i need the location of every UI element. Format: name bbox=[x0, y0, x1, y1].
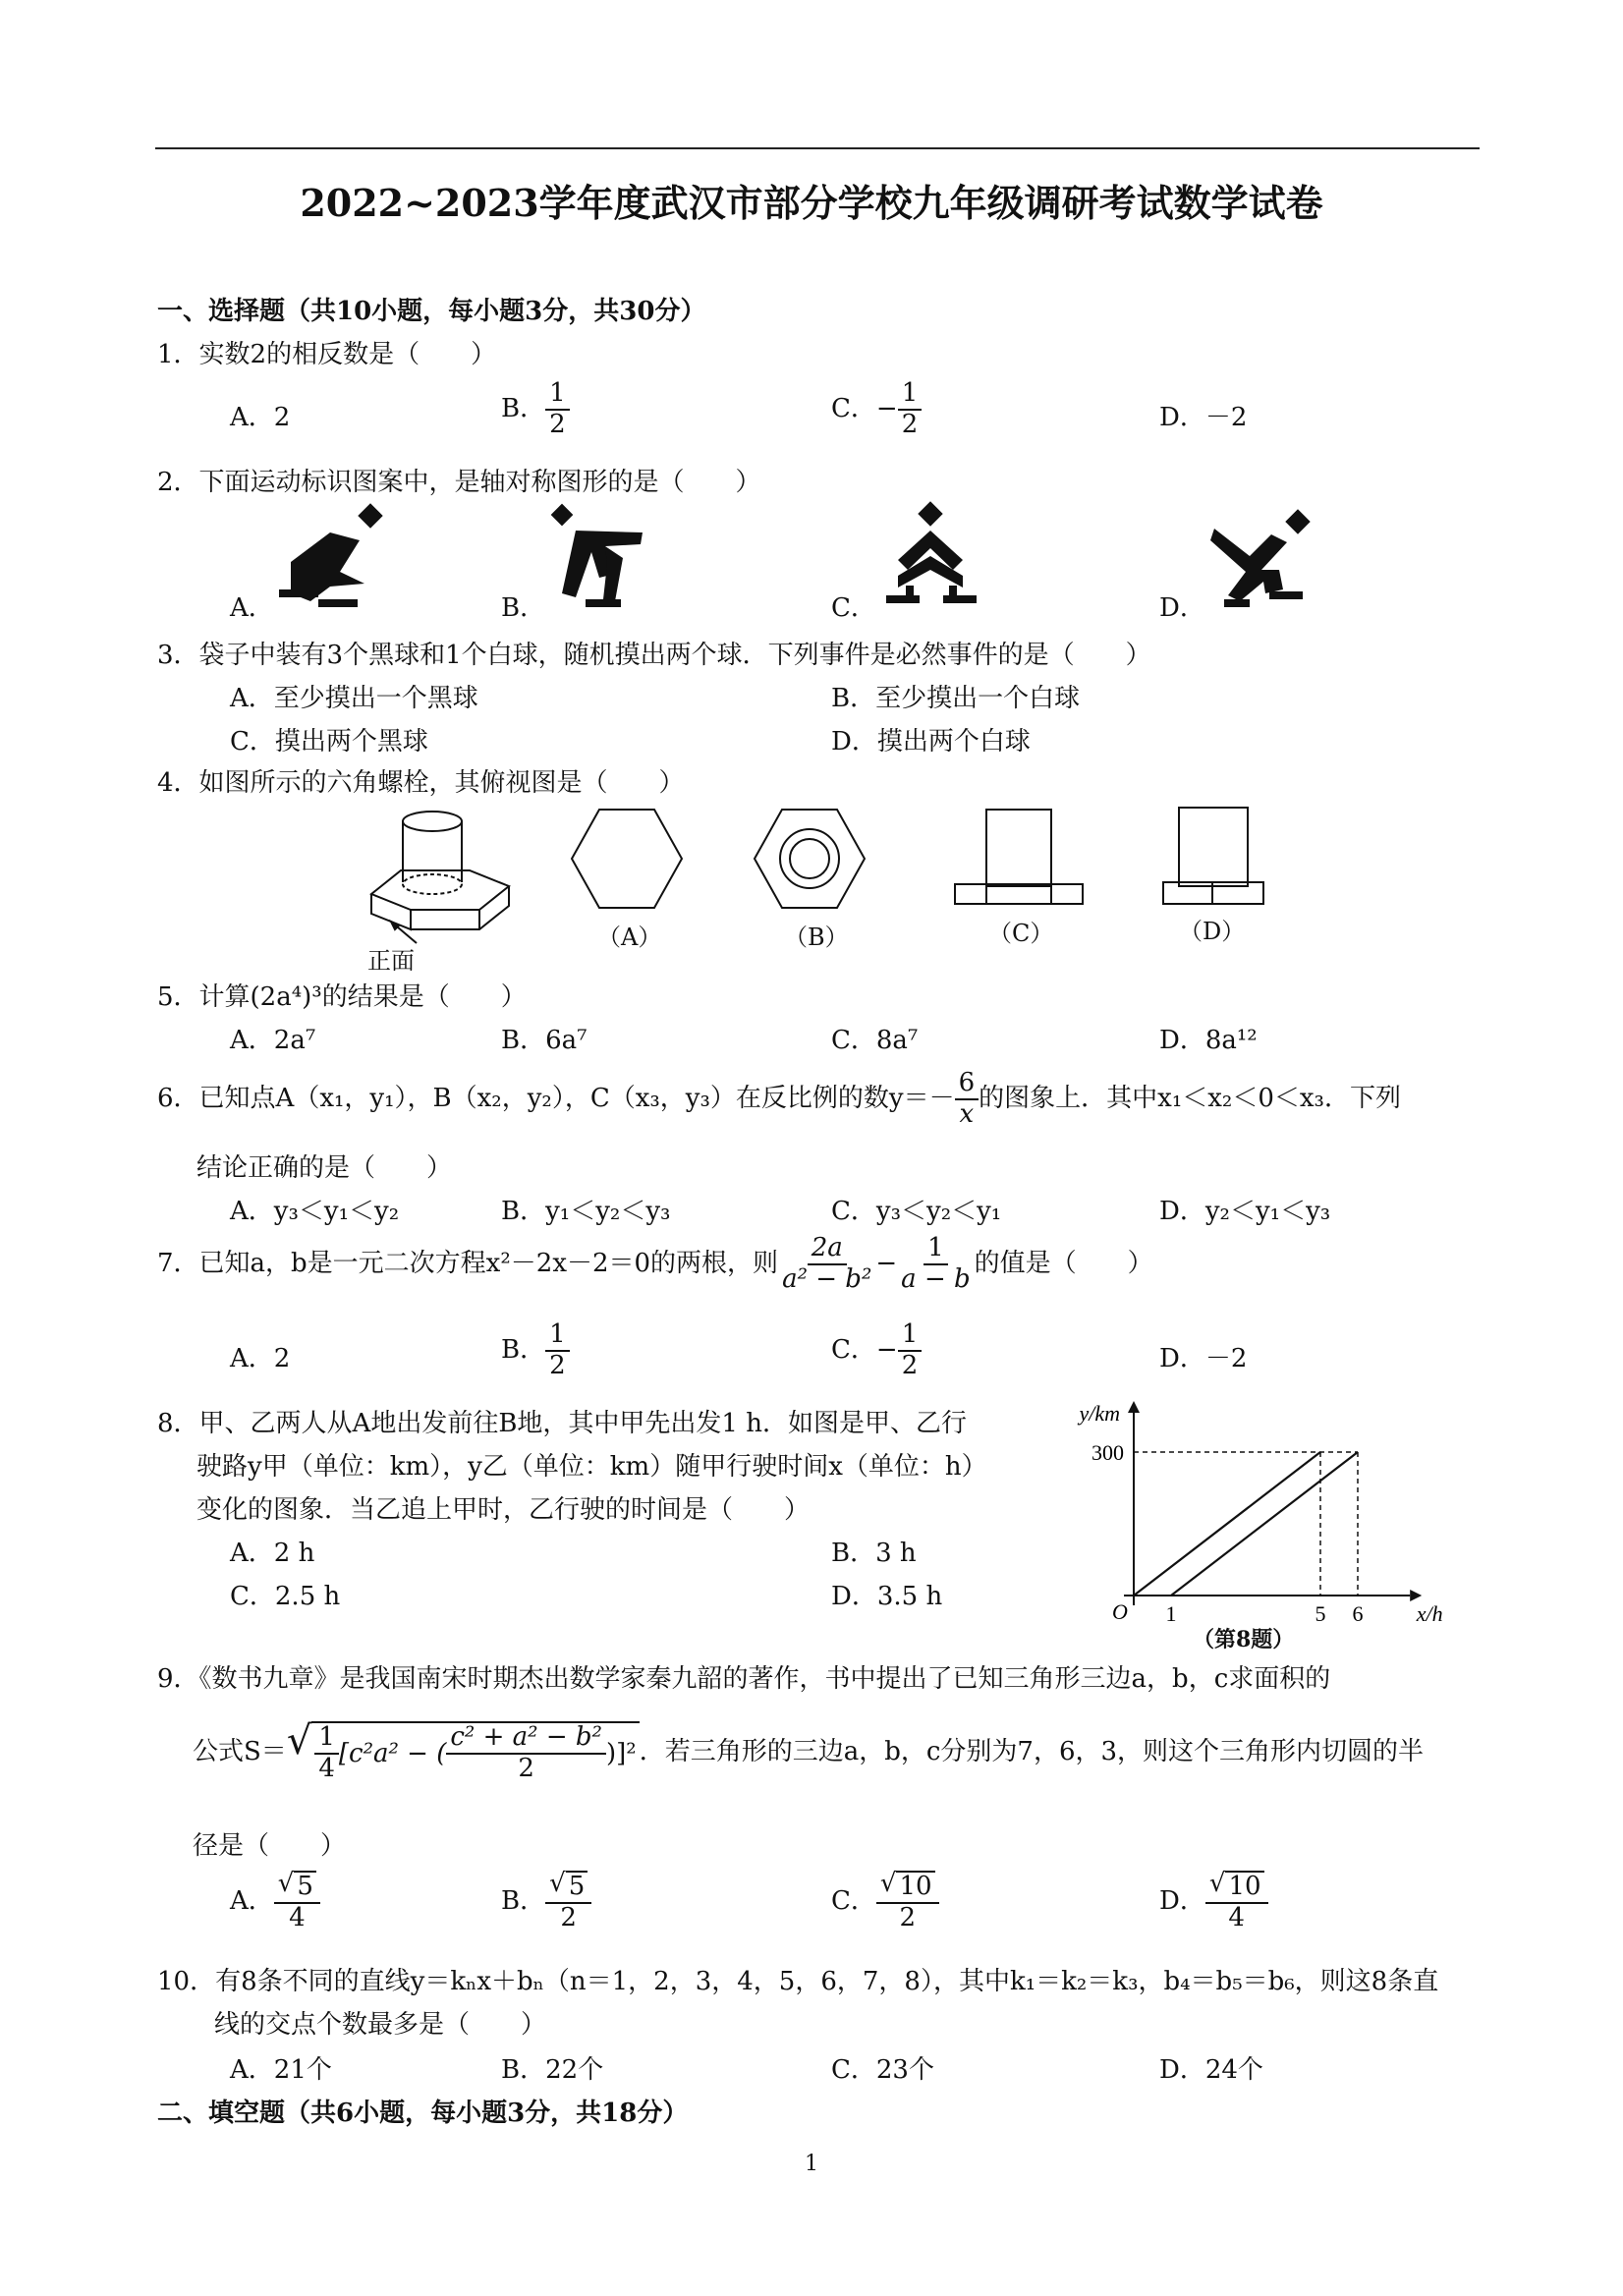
page-number: 1 bbox=[805, 2152, 818, 2176]
athlete-icon bbox=[1210, 507, 1318, 615]
section-heading-choice: 一、选择题（共10小题，每小题3分，共30分） bbox=[157, 297, 706, 326]
q6-option-a: A．y₃＜y₁＜y₂ bbox=[230, 1197, 400, 1226]
q3-option-d: D．摸出两个白球 bbox=[831, 727, 1031, 756]
q9-option-d: D． √ 10 4 bbox=[1159, 1871, 1268, 1933]
q4-stem: 4．如图所示的六角螺栓，其俯视图是（ ） bbox=[157, 768, 685, 798]
q2-option-b: B． bbox=[501, 593, 546, 623]
origin-label: O bbox=[1112, 1599, 1128, 1624]
y-axis-arrow bbox=[1128, 1401, 1140, 1413]
q4-label-d: （D） bbox=[1179, 918, 1246, 945]
q10-line2: 线的交点个数最多是（ ） bbox=[214, 2010, 547, 2040]
q7-option-d: D．－2 bbox=[1159, 1344, 1248, 1373]
q4-label-c: （C） bbox=[988, 920, 1054, 947]
q9-option-c: C． √ 10 2 bbox=[831, 1871, 939, 1933]
q4-figure-c bbox=[953, 806, 1085, 908]
q10-option-a: A．21个 bbox=[230, 2055, 332, 2085]
q1-stem: 1．实数2的相反数是（ ） bbox=[157, 340, 497, 369]
q7-option-b: B． $\frac{1}{2}$ bbox=[501, 1320, 570, 1381]
x-axis-arrow bbox=[1410, 1590, 1422, 1601]
q4-front-label: 正面 bbox=[367, 947, 415, 975]
q4-label-a: （A） bbox=[597, 924, 662, 951]
q3-stem: 3．袋子中装有3个黑球和1个白球，随机摸出两个球．下列事件是必然事件的是（ ） bbox=[157, 641, 1151, 670]
q9-option-a: A． √ 5 4 bbox=[230, 1871, 320, 1933]
q10-line1: 10．有8条不同的直线y＝kₙx＋bₙ（n＝1，2，3，4，5，6，7，8），其中k₁＝k₂＝k₃，b₄＝b₅＝b₆，则这8条直 bbox=[157, 1967, 1439, 1996]
q7-option-a: A．2 bbox=[230, 1344, 291, 1373]
q9-line1: 9．《数书九章》是我国南宋时期杰出数学家秦九韶的著作，书中提出了已知三角形三边a，b，c求面积的 bbox=[157, 1664, 1331, 1694]
q5-option-d: D．8a¹² bbox=[1159, 1026, 1258, 1055]
q2-stem: 2．下面运动标识图案中，是轴对称图形的是（ ） bbox=[157, 468, 761, 497]
section-heading-fill: 二、填空题（共6小题，每小题3分，共18分） bbox=[157, 2099, 689, 2128]
q8-line3: 变化的图象．当乙追上甲时，乙行驶的时间是（ ） bbox=[196, 1495, 811, 1525]
q1-option-c: C．− $\frac{1}{2}$ bbox=[831, 379, 922, 440]
q3-option-c: C．摸出两个黑球 bbox=[230, 727, 428, 756]
q6-stem-line2: 结论正确的是（ ） bbox=[196, 1153, 453, 1183]
q1-option-b: B． $\frac{1}{2}$ bbox=[501, 379, 570, 440]
q5-option-a: A．2a⁷ bbox=[230, 1026, 316, 1055]
series-line-1 bbox=[1134, 1452, 1320, 1596]
q6-stem-line1: 6．已知点A（x₁，y₁），B（x₂，y₂），C（x₃，y₃）在反比例的数y＝－ $\frac{6}{x}$ 的图象上．其中x₁＜x₂＜0＜x₃．下列 bbox=[157, 1068, 1401, 1129]
q1-option-a: A．2 bbox=[230, 403, 291, 432]
q6-option-c: C．y₃＜y₂＜y₁ bbox=[831, 1197, 1002, 1226]
q4-figure-d bbox=[1161, 806, 1265, 908]
q8-caption: （第8题） bbox=[1193, 1627, 1295, 1652]
q3-option-a: A．至少摸出一个黑球 bbox=[230, 684, 478, 713]
q8-option-d: D．3.5 h bbox=[831, 1582, 943, 1611]
q10-option-b: B．22个 bbox=[501, 2055, 604, 2085]
q6-option-d: D．y₂＜y₁＜y₃ bbox=[1159, 1197, 1331, 1226]
series-line-2 bbox=[1171, 1452, 1358, 1596]
q8-line1: 8．甲、乙两人从A地出发前往B地，其中甲先出发1 h．如图是甲、乙行 bbox=[157, 1409, 967, 1438]
q5-option-c: C．8a⁷ bbox=[831, 1026, 919, 1055]
q7-option-c: C．− $\frac{1}{2}$ bbox=[831, 1320, 922, 1381]
q9-line3: 径是（ ） bbox=[193, 1831, 347, 1861]
q8-option-a: A．2 h bbox=[230, 1539, 315, 1568]
x-axis-label: x/h bbox=[1416, 1601, 1443, 1626]
page-title: 2022~2023学年度武汉市部分学校九年级调研考试数学试卷 bbox=[300, 181, 1323, 225]
x-tick-6: 6 bbox=[1352, 1601, 1364, 1626]
top-rule bbox=[155, 147, 1480, 149]
q4-figure-a bbox=[570, 806, 688, 914]
q10-option-d: D．24个 bbox=[1159, 2055, 1263, 2085]
x-tick-5: 5 bbox=[1315, 1601, 1326, 1626]
q2-option-a: A． bbox=[230, 593, 274, 623]
q8-chart bbox=[1071, 1399, 1444, 1645]
q8-line2: 驶路y甲（单位：km），y乙（单位：km）随甲行驶时间x（单位：h） bbox=[196, 1452, 987, 1482]
q8-option-b: B．3 h bbox=[831, 1539, 917, 1568]
q2-option-d: D． bbox=[1159, 593, 1205, 623]
y-axis-label: y/km bbox=[1079, 1401, 1120, 1426]
x-tick-1: 1 bbox=[1165, 1601, 1177, 1626]
q5-option-b: B．6a⁷ bbox=[501, 1026, 588, 1055]
q9-formula-line: 公式S＝ √ $\frac{1}{4}$ [c²a² − ( $\frac{\text{c² + a² − b²}}{2}$ )]² ．若三角形的三边a，b，c分别为7，6，3，则这个三角形内切圆的半 bbox=[193, 1718, 1425, 1783]
q4-figure-b bbox=[753, 806, 870, 914]
q4-label-b: （B） bbox=[784, 924, 849, 951]
q5-stem: 5．计算(2a⁴)³的结果是（ ） bbox=[157, 982, 527, 1012]
q6-option-b: B．y₁＜y₂＜y₃ bbox=[501, 1197, 671, 1226]
skater-icon bbox=[546, 503, 654, 611]
q10-option-c: C．23个 bbox=[831, 2055, 934, 2085]
q3-option-b: B．至少摸出一个白球 bbox=[831, 684, 1081, 713]
q7-stem: 7．已知a，b是一元二次方程x²－2x－2＝0的两根，则 $\frac{2a}{\text{a² − b²}}$ − $\frac{1}{a - b}$ 的值是（ ） bbox=[157, 1233, 1153, 1294]
q1-option-d: D．－2 bbox=[1159, 403, 1248, 432]
q2-option-c: C． bbox=[831, 593, 876, 623]
runner-icon bbox=[271, 503, 389, 611]
q9-option-b: B． √ 5 2 bbox=[501, 1871, 591, 1933]
symmetric-figure-icon bbox=[878, 501, 986, 614]
q8-option-c: C．2.5 h bbox=[230, 1582, 341, 1611]
y-tick-300: 300 bbox=[1091, 1439, 1124, 1465]
